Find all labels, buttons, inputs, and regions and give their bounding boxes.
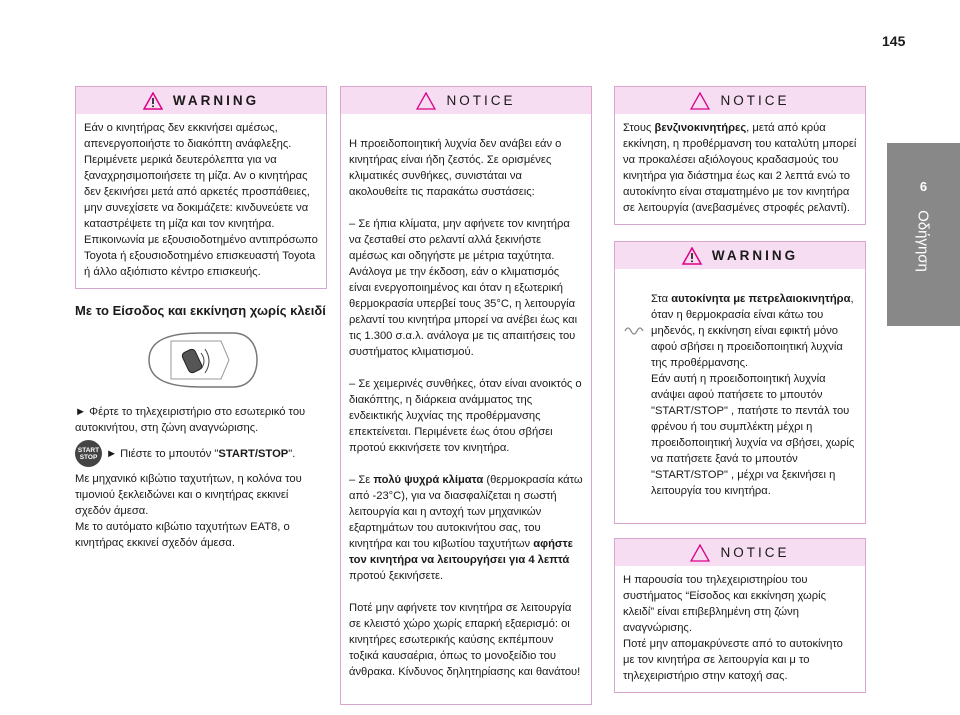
warning-header-2 bbox=[615, 242, 865, 269]
notice-header-1 bbox=[615, 87, 865, 114]
notice-body-2: Η παρουσία του τηλεχειριστηρίου του συστήματος “Είσοδος και εκκίνηση χωρίς κλειδί” είναι επιβεβλημένη στη ζώνη αναγνώρισης. Ποτέ μην απομακρύνεστε από το αυτοκίνητο με τον κινητήρα σε λειτουργία και μ το τηλεχειριστήριο στην κατοχή σας. bbox=[623, 574, 843, 682]
step-2-bold: START/STOP bbox=[218, 447, 289, 460]
glow-plug-icon bbox=[623, 291, 651, 499]
notice-title-1: NOTICE bbox=[720, 92, 790, 108]
notice-title: NOTICE bbox=[446, 92, 516, 108]
p4-bold-2: αφήστε τον κινητήρα να λειτουργήσει για 4 λεπτά bbox=[349, 538, 573, 566]
p4-suffix: προτού ξεκινήσετε. bbox=[349, 570, 444, 582]
p4-bold-1: πολύ ψυχρά κλίματα bbox=[373, 474, 484, 486]
notice-header-2 bbox=[615, 539, 865, 566]
warning-text: Εάν ο κινητήρας δεν εκκινήσει αμέσως, απενεργοποιήστε το διακόπτη ανάφλεξης. Περιμένετε μερικά δευτερόλεπτα για να ξαναχρησιμοποιήσετε τη μίζα. Αν ο κινητήρας δεν ξεκινήσει μετά από αρκετές προσπάθειες, μην συνεχίσετε να δοκιμάζετε: κινδυνεύετε να καταστρέψετε τη μίζα και τον κινητήρα. Επικοινωνία με εξουσιοδοτημένο αντιπρόσωπο Toyota ή εξουσιοδοτημένο επισκευαστή Toyota ή άλλο αξιόπιστο κέντρο επισκευής. bbox=[84, 122, 318, 278]
n1-prefix: Στους bbox=[623, 122, 655, 134]
notice-p4 bbox=[349, 472, 583, 584]
warning-title-2: WARNING bbox=[711, 247, 799, 263]
step-2 bbox=[106, 446, 295, 462]
column-3 bbox=[614, 86, 866, 703]
warning-inline bbox=[623, 291, 857, 499]
n1-bold: βενζινοκινητήρες bbox=[654, 122, 747, 134]
chapter-label: Οδήγηση bbox=[914, 210, 932, 272]
warning-2-text bbox=[651, 291, 857, 499]
p4-prefix: – Σε bbox=[349, 474, 374, 486]
car-key-illustration bbox=[75, 329, 327, 396]
n1-suffix: , μετά από κρύα εκκίνηση, η προθέρμανση του καταλύτη μπορεί να προκαλέσει αξιόλογους κραδασμούς του κινητήρα για διάστημα έως και 2 λεπτά ενώ το αυτοκίνητο είναι σταματημένο με τον κινητήρα σε λειτουργία (ανεβασμένες στροφές ρελαντί). bbox=[623, 122, 857, 214]
notice-box-2 bbox=[614, 538, 866, 693]
warning-triangle-icon bbox=[143, 92, 163, 110]
step-2-row bbox=[75, 440, 327, 467]
car-with-key-icon bbox=[141, 329, 261, 391]
column-2 bbox=[340, 86, 592, 715]
step-1: ► Φέρτε το τηλεχειριστήριο στο εσωτερικό του αυτοκινήτου, στη ζώνη αναγνώρισης. bbox=[75, 406, 306, 434]
notice-body-1 bbox=[615, 114, 865, 224]
warning-header bbox=[76, 87, 326, 114]
w-prefix: Στα bbox=[651, 293, 672, 305]
warning-title: WARNING bbox=[172, 92, 260, 108]
page-number: 145 bbox=[882, 33, 906, 49]
step-2-suffix: ". bbox=[288, 447, 296, 460]
warning-triangle-icon bbox=[682, 247, 702, 265]
stop-label: STOP bbox=[79, 453, 98, 461]
warning-body-2 bbox=[615, 269, 865, 523]
notice-box-1 bbox=[614, 86, 866, 225]
w-suffix: , όταν η θερμοκρασία είναι κάτω του μηδενός, η εκκίνηση είναι εφικτή μόνο αφού σβήσει η προειδοποιητική λυχνία της προθέρμανσης. Εάν αυτή η προειδοποιητική λυχνία ανάψει αφού πατήσετε το μπουτόν "START/STOP" , πατήστε το πεντάλ του φρένου ή του συμπλέκτη μέχρι η προειδοποιητική λυχνία να σβήσει, χωρίς να πατήσετε ξανά το μπουτόν "START/STOP" , μέχρι να ξεκινήσει η λειτουργία του κινητήρα. bbox=[651, 293, 855, 497]
notice-triangle-icon bbox=[690, 544, 710, 562]
section-title: Με το Είσοδος και εκκίνηση χωρίς κλειδί bbox=[75, 303, 326, 318]
chapter-number: 6 bbox=[919, 179, 928, 194]
gearbox-text: Με μηχανικό κιβώτιο ταχυτήτων, η κολόνα του τιμονιού ξεκλειδώνει και ο κινητήρας εκκινεί σχεδόν άμεσα. Με το αυτόματο κιβώτιο ταχυτήτων EAT8, ο κινητήρας εκκινεί σχεδόν άμεσα. bbox=[75, 473, 302, 549]
start-stop-button-icon bbox=[75, 440, 102, 467]
column-1 bbox=[75, 86, 327, 555]
notice-box bbox=[340, 86, 592, 705]
w-bold: αυτοκίνητα με πετρελαιοκινητήρα bbox=[671, 293, 851, 305]
notice-body bbox=[341, 114, 591, 704]
notice-triangle-icon bbox=[690, 92, 710, 110]
step-2-prefix: ► Πιέστε το μπουτόν " bbox=[106, 447, 219, 460]
notice-header bbox=[341, 87, 591, 114]
notice-title-2: NOTICE bbox=[720, 544, 790, 560]
warning-box-2 bbox=[614, 241, 866, 524]
chapter-tab bbox=[887, 143, 960, 326]
notice-p2: – Σε ήπια κλίματα, μην αφήνετε τον κινητήρα να ζεσταθεί στο ρελαντί αλλά ξεκινήστε αμέσως και οδηγήστε με μέτρια ταχύτητα. Ανάλογα με την έκδοση, εάν ο κλιματισμός είναι ενεργοποιημένος και όταν η εξωτερική θερμοκρασία υπερβεί τους 35°C, η λειτουργία ρελαντί του κινητήρα μπορεί να ανέβει έως και τις 1.300 σ.α.λ. ανάλογα με τις απαιτήσεις του συστήματος κλιματισμού. bbox=[349, 218, 578, 358]
warning-box bbox=[75, 86, 327, 289]
notice-p3: – Σε χειμερινές συνθήκες, όταν είναι ανοικτός ο διακόπτης, η διάρκεια ανάμματος της ενδεικτικής λυχνίας της προθέρμανσης επεκτείνεται. Περιμένετε έως ότου σβήσει προτού εκκινήσετε τον κινητήρα. bbox=[349, 378, 582, 454]
p4-mid: (θερμοκρασία κάτω από -23°C), για να διασφαλίζεται η σωστή λειτουργία και η αντοχή των μηχανικών εξαρτημάτων του αυτοκινήτου σας, του κινητήρα και του κιβωτίου ταχυτήτων bbox=[349, 474, 583, 550]
notice-triangle-icon bbox=[416, 92, 436, 110]
start-label: START bbox=[77, 446, 100, 454]
notice-p1: Η προειδοποιητική λυχνία δεν ανάβει εάν ο κινητήρας είναι ήδη ζεστός. Σε ορισμένες κλιματικές συνθήκες, συνιστάται να ακολουθείτε τις παρακάτω συστάσεις: bbox=[349, 138, 562, 198]
notice-p5: Ποτέ μην αφήνετε τον κινητήρα σε λειτουργία σε κλειστό χώρο χωρίς επαρκή εξαερισμό: οι κινητήρες εσωτερικής καύσης εκπέμπουν τοξικά καυσαέρια, όπως το μονοξείδιο του άνθρακα. Κίνδυνος δηλητηρίασης και θανάτου! bbox=[349, 602, 581, 678]
